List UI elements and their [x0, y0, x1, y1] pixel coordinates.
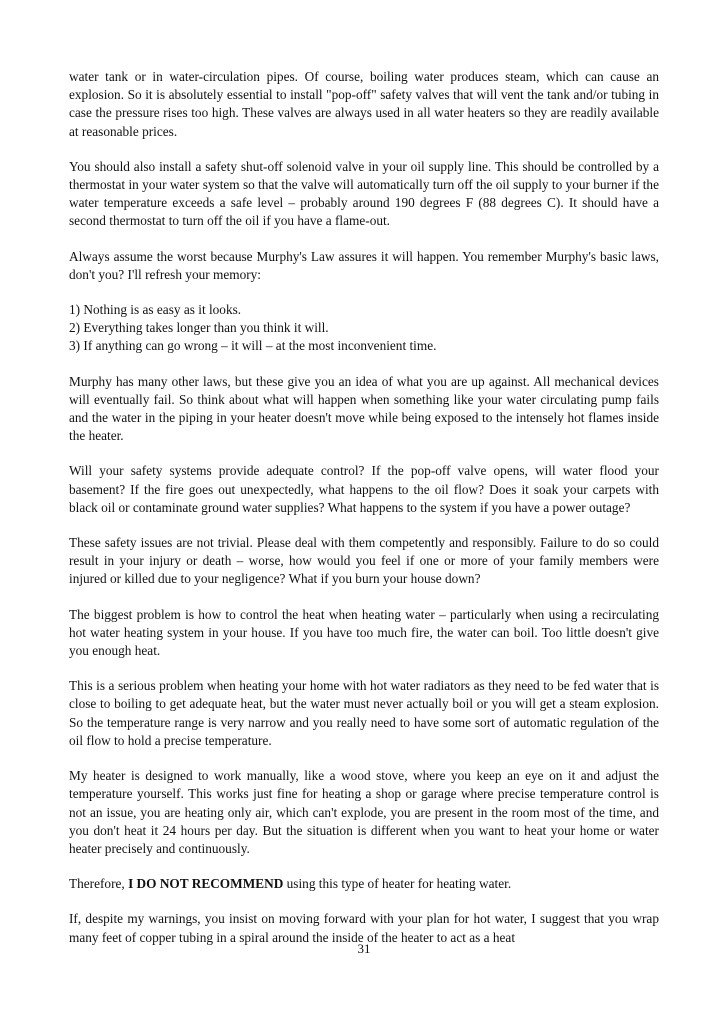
recommendation-suffix: using this type of heater for heating water. — [283, 876, 512, 892]
paragraph-safety-questions: Will your safety systems provide adequate control? If the pop-off valve opens, will water flood your basement? If the fire goes out unexpectedly, what happens to the oil flow? Does it soak your carpets with black oil or contaminate ground water supplies? What happens to the system if you have a power outage? — [69, 463, 659, 515]
recommendation-emphasis: I DO NOT RECOMMEND — [128, 876, 284, 892]
document-page — [69, 68, 659, 964]
paragraph-radiators: This is a serious problem when heating your home with hot water radiators as they need to be fed water that is close to boiling to get adequate heat, but the water must never actually boil or you will get a steam explosion. So the temperature range is very narrow and you really need to have some sort of automatic regulation of the oil flow to hold a precise temperature. — [69, 678, 659, 748]
paragraph-solenoid-valve: You should also install a safety shut-off solenoid valve in your oil supply line. This should be controlled by a thermostat in your water system so that the valve will automatically turn off the oil supply to your burner if the water temperature exceeds a safe level – probably around 190 degrees F (88 degrees C). It should have a second thermostat to turn off the oil if you have a flame-out. — [69, 158, 659, 229]
recommendation-prefix: Therefore, — [69, 876, 129, 892]
law-item-3: 3) If anything can go wrong – it will – at the most inconvenient time. — [69, 338, 437, 354]
law-item-1: 1) Nothing is as easy as it looks. — [69, 302, 242, 318]
paragraph-copper-tubing: If, despite my warnings, you insist on moving forward with your plan for hot water, I suggest that you wrap many feet of copper tubing in a spiral around the inside of the heater to act as a heat — [69, 911, 659, 945]
paragraph-safety-responsibility: These safety issues are not trivial. Please deal with them competently and responsibly. Failure to do so could result in your injury or death – worse, how would you feel if one or more of your family members were injured or killed due to your negligence? What if you burn your house down? — [69, 535, 659, 587]
paragraph-manual-heater: My heater is designed to work manually, like a wood stove, where you keep an eye on it and adjust the temperature yourself. This works just fine for heating a shop or garage where precise temperature control is not an issue, you are heating only air, which can't explode, you are present in the room most of the time, and you don't heat it 24 hours per day. But the situation is different when you want to heat your home or water heater precisely and continuously. — [69, 768, 659, 856]
paragraph-recommendation — [69, 875, 659, 893]
paragraph-murphys-law: Always assume the worst because Murphy's Law assures it will happen. You remember Murphy's basic laws, don't you? I'll refresh your memory: — [69, 248, 659, 282]
murphys-laws-list — [69, 301, 659, 356]
paragraph-mechanical-failure: Murphy has many other laws, but these give you an idea of what you are up against. All mechanical devices will eventually fail. So think about what will happen when something like your water circulating pump fails and the water in the piping in your heater doesn't move while being exposed to the intensely hot flames inside the heater. — [69, 373, 659, 444]
paragraph-pressure-valves: water tank or in water-circulation pipes. Of course, boiling water produces steam, which can cause an explosion. So it is absolutely essential to install "pop-off" safety valves that will vent the tank and/or tubing in case the pressure rises too high. These valves are always used in all water heaters so they are readily available at reasonable prices. — [69, 69, 659, 139]
law-item-2: 2) Everything takes longer than you think it will. — [69, 320, 329, 336]
paragraph-heat-control: The biggest problem is how to control the heat when heating water – particularly when using a recirculating hot water heating system in your house. If you have too much fire, the water can boil. Too little doesn't give you enough heat. — [69, 606, 659, 659]
page-number: 31 — [357, 941, 371, 956]
